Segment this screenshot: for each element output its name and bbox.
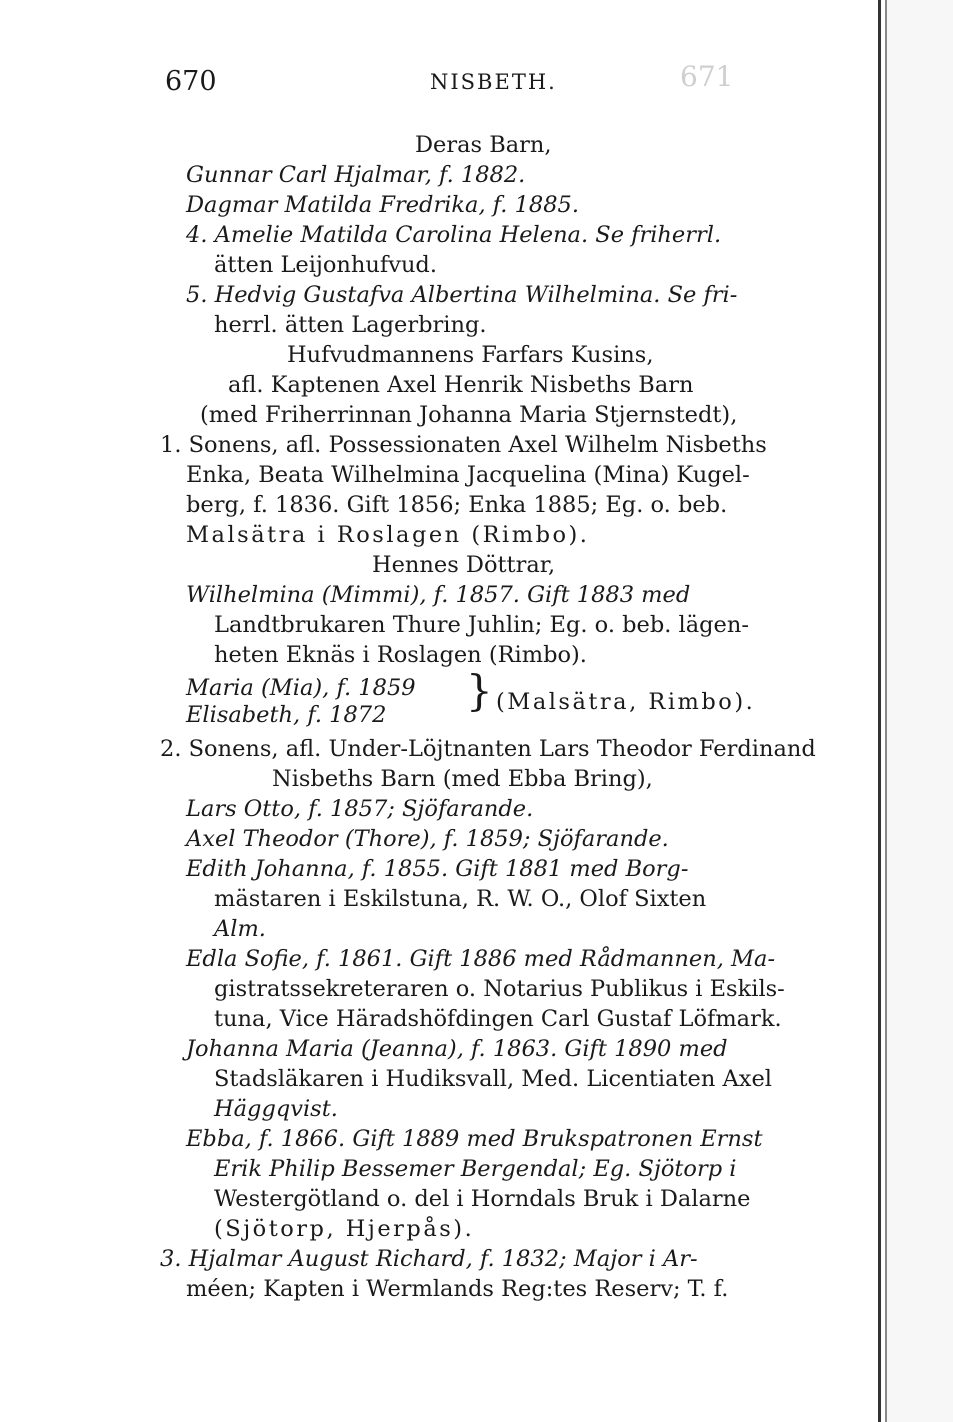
text-line: Enka, Beata Wilhelmina Jacquelina (Mina) Kugel- <box>186 462 750 488</box>
text-line: 1. Sonens, afl. Possessionaten Axel Wilhelm Nisbeths <box>160 432 767 458</box>
text-line: berg, f. 1836. Gift 1856; Enka 1885; Eg. o. beb. <box>186 492 728 518</box>
text-line: herrl. ätten Lagerbring. <box>214 312 487 338</box>
text-line: Edla Sofie, f. 1861. Gift 1886 med Rådmannen, Ma- <box>186 946 776 972</box>
text-line: 3. Hjalmar August Richard, f. 1832; Major i Ar- <box>160 1246 698 1272</box>
running-head: NISBETH. <box>430 70 557 94</box>
text-line: gistratssekreteraren o. Notarius Publikus i Eskils- <box>214 976 785 1002</box>
text-line: Erik Philip Bessemer Bergendal; Eg. Sjötorp i <box>214 1156 737 1182</box>
text-line: 4. Amelie Matilda Carolina Helena. Se friherrl. <box>186 222 722 248</box>
text-line: Edith Johanna, f. 1855. Gift 1881 med Borg- <box>186 856 689 882</box>
text-line: Landtbrukaren Thure Juhlin; Eg. o. beb. lägen- <box>214 612 749 638</box>
text-line: Westergötland o. del i Horndals Bruk i Dalarne <box>214 1186 751 1212</box>
text-line: afl. Kaptenen Axel Henrik Nisbeths Barn <box>228 372 694 398</box>
page-number: 670 <box>165 66 217 97</box>
text-line: Häggqvist. <box>214 1096 338 1122</box>
text-line: (Malsätra, Rimbo). <box>496 689 756 715</box>
page-header <box>0 66 953 106</box>
brace-icon: } <box>466 666 493 715</box>
bleed-through-number: 671 <box>680 60 734 93</box>
text-line: tuna, Vice Häradshöfdingen Carl Gustaf Löfmark. <box>214 1006 782 1032</box>
scan-gutter <box>887 0 953 1422</box>
text-line: Nisbeths Barn (med Ebba Bring), <box>272 766 653 792</box>
text-line: Wilhelmina (Mimmi), f. 1857. Gift 1883 med <box>186 582 691 608</box>
text-line: méen; Kapten i Wermlands Reg:tes Reserv; T. f. <box>186 1276 729 1302</box>
text-line: (med Friherrinnan Johanna Maria Stjernstedt), <box>200 402 738 428</box>
text-line: Axel Theodor (Thore), f. 1859; Sjöfarande. <box>186 826 669 852</box>
text-line: Dagmar Matilda Fredrika, f. 1885. <box>186 192 580 218</box>
text-line: Malsätra i Roslagen (Rimbo). <box>186 522 590 548</box>
page-edge-shadow <box>885 0 887 1422</box>
text-line: mästaren i Eskilstuna, R. W. O., Olof Sixten <box>214 886 707 912</box>
page-edge <box>878 0 881 1422</box>
text-line: (Sjötorp, Hjerpås). <box>214 1216 475 1242</box>
text-line: Alm. <box>214 916 266 942</box>
text-line: Ebba, f. 1866. Gift 1889 med Brukspatronen Ernst <box>186 1126 763 1152</box>
text-line: Johanna Maria (Jeanna), f. 1863. Gift 1890 med <box>186 1036 728 1062</box>
text-line: heten Eknäs i Roslagen (Rimbo). <box>214 642 587 668</box>
text-line: 5. Hedvig Gustafva Albertina Wilhelmina. Se fri- <box>186 282 738 308</box>
text-line: Stadsläkaren i Hudiksvall, Med. Licentiaten Axel <box>214 1066 772 1092</box>
text-line: Elisabeth, f. 1872 <box>186 702 387 728</box>
text-line: Hufvudmannens Farfars Kusins, <box>287 342 654 368</box>
text-line: Hennes Döttrar, <box>372 552 556 578</box>
text-line: Lars Otto, f. 1857; Sjöfarande. <box>186 796 534 822</box>
text-line: Deras Barn, <box>415 132 552 158</box>
text-line: 2. Sonens, afl. Under-Löjtnanten Lars Theodor Ferdinand <box>160 736 816 762</box>
text-line: Maria (Mia), f. 1859 <box>186 675 416 701</box>
text-line: Gunnar Carl Hjalmar, f. 1882. <box>186 162 526 188</box>
text-line: ätten Leijonhufvud. <box>214 252 437 278</box>
